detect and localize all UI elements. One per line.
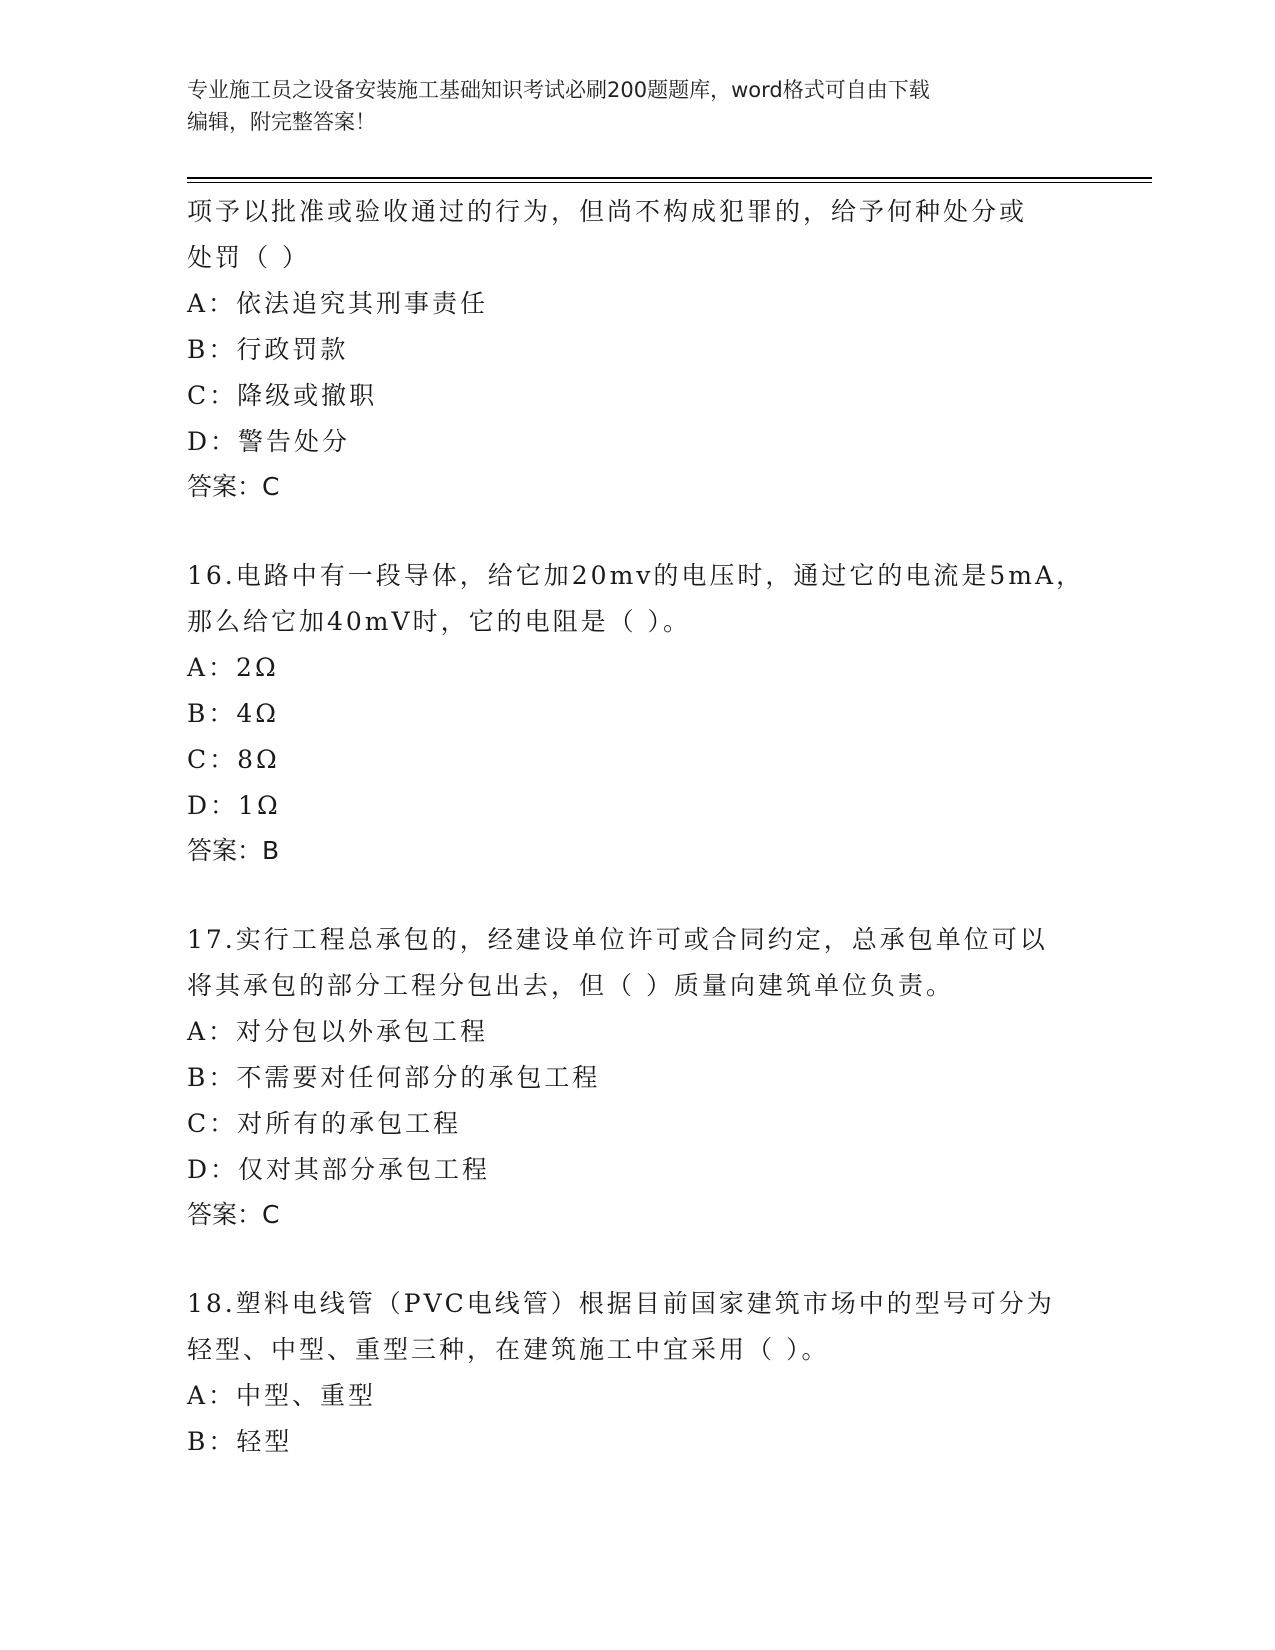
option-c: C：降级或撤职 (187, 381, 378, 410)
header-divider-thin (187, 182, 1152, 183)
question-block (187, 189, 1087, 509)
header-divider-thick (187, 177, 1152, 179)
answer-line: 答案：B (187, 836, 280, 865)
question-block (187, 1281, 1087, 1465)
option-a: A：对分包以外承包工程 (187, 1017, 489, 1046)
spacer (187, 1237, 1087, 1281)
answer-line: 答案：C (187, 1200, 280, 1229)
header-title-line-1: 专业施工员之设备安装施工基础知识考试必刷200题题库，word格式可自由下载 (187, 78, 930, 102)
spacer (187, 509, 1087, 553)
option-c: C：对所有的承包工程 (187, 1109, 462, 1138)
question-text-line: 那么给它加40mV时，它的电阻是（ ）。 (187, 607, 692, 636)
question-text-line: 处罚（ ） (187, 243, 310, 272)
spacer (187, 873, 1087, 917)
option-a: A：依法追究其刑事责任 (187, 289, 489, 318)
question-block (187, 917, 1087, 1237)
question-text-line: 轻型、中型、重型三种，在建筑施工中宜采用（ ）。 (187, 1335, 830, 1364)
question-block (187, 553, 1087, 873)
option-b: B：不需要对任何部分的承包工程 (187, 1063, 601, 1092)
option-c: C：8Ω (187, 745, 280, 774)
question-text-line: 18.塑料电线管（PVC电线管）根据目前国家建筑市场中的型号可分为 (187, 1289, 1055, 1318)
option-b: B：行政罚款 (187, 335, 349, 364)
document-header (187, 74, 1067, 138)
header-title-line-2: 编辑，附完整答案！ (187, 110, 376, 134)
option-d: D：仅对其部分承包工程 (187, 1155, 491, 1184)
option-a: A：中型、重型 (187, 1381, 377, 1410)
option-d: D：警告处分 (187, 427, 351, 456)
option-b: B：4Ω (187, 699, 280, 728)
question-text-line: 16.电路中有一段导体，给它加20mv的电压时，通过它的电流是5mA， (187, 561, 1085, 590)
answer-line: 答案：C (187, 472, 280, 501)
question-text-line: 将其承包的部分工程分包出去，但（ ）质量向建筑单位负责。 (187, 971, 954, 1000)
question-text-line: 17.实行工程总承包的，经建设单位许可或合同约定，总承包单位可以 (187, 925, 1048, 954)
option-b: B：轻型 (187, 1427, 293, 1456)
question-list (187, 189, 1087, 1465)
option-d: D：1Ω (187, 791, 281, 820)
option-a: A：2Ω (187, 653, 279, 682)
question-text-line: 项予以批准或验收通过的行为，但尚不构成犯罪的，给予何种处分或 (187, 197, 1028, 226)
